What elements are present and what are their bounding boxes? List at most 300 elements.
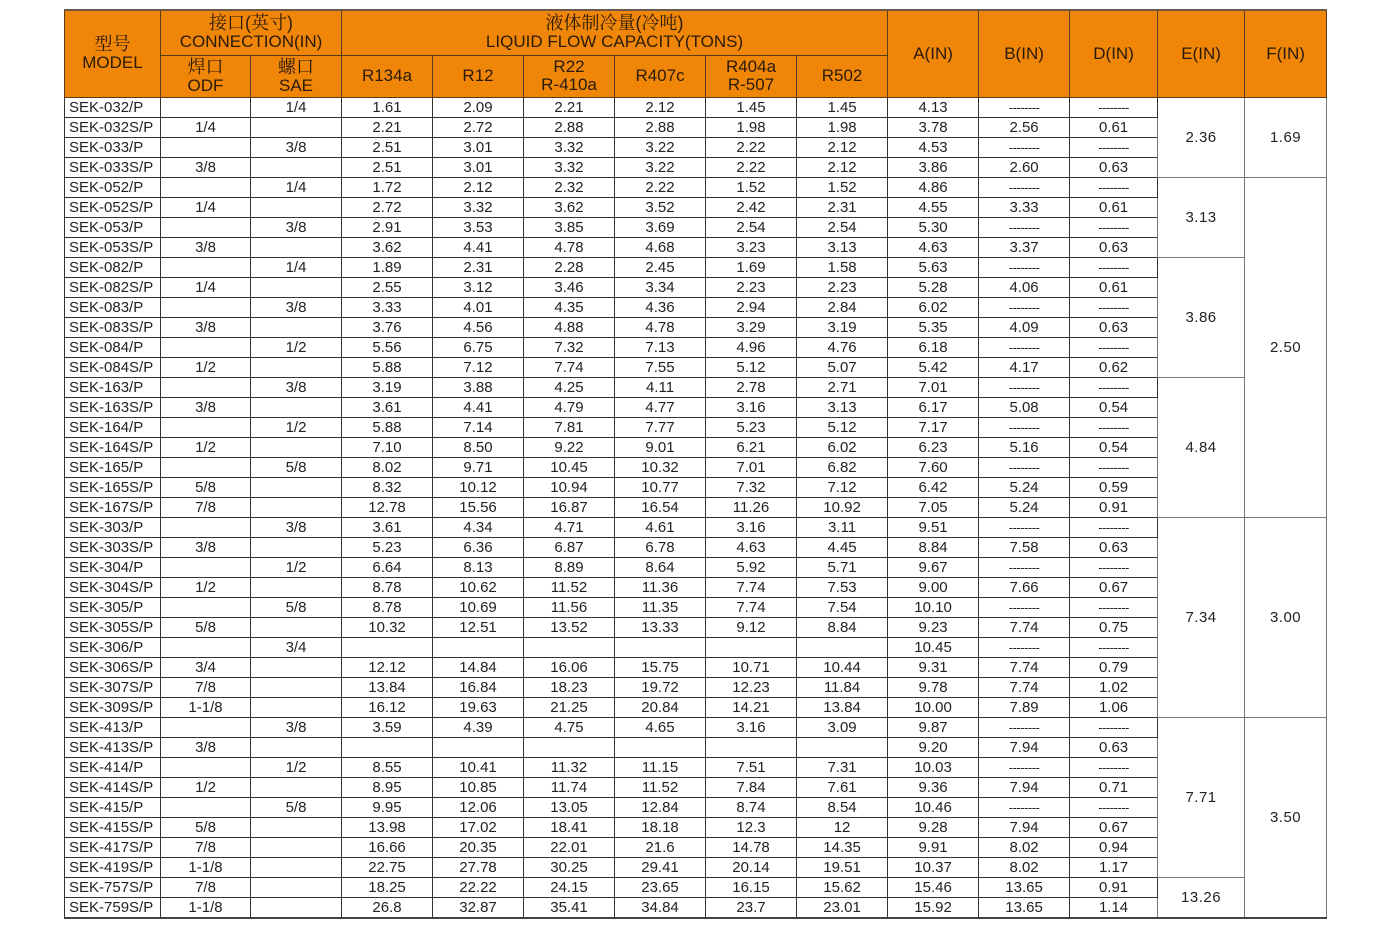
cell-e-merged: 13.26	[1158, 877, 1245, 918]
cell-r12	[433, 737, 524, 757]
cell-r502: 10.44	[797, 657, 888, 677]
cell-b: 3.37	[979, 237, 1070, 257]
header-r22-label: R22	[553, 57, 585, 77]
cell-a: 15.92	[888, 897, 979, 918]
table-row	[65, 877, 1327, 897]
cell-r134a: 5.23	[342, 537, 433, 557]
header-r407c	[615, 55, 706, 97]
table-row	[65, 317, 1327, 337]
cell-r134a: 3.62	[342, 237, 433, 257]
cell-a: 5.35	[888, 317, 979, 337]
table-row	[65, 897, 1327, 918]
cell-odf: 1/4	[161, 197, 251, 217]
cell-r404a: 14.21	[706, 697, 797, 717]
cell-odf	[161, 597, 251, 617]
table-row	[65, 377, 1327, 397]
cell-sae	[251, 197, 342, 217]
cell-d: 0.59	[1070, 477, 1158, 497]
header-model-en: MODEL	[82, 53, 143, 73]
cell-b: --------	[979, 417, 1070, 437]
cell-d: 0.63	[1070, 237, 1158, 257]
cell-sae	[251, 877, 342, 897]
table-row	[65, 277, 1327, 297]
table-row	[65, 857, 1327, 877]
cell-odf: 3/8	[161, 537, 251, 557]
cell-sae	[251, 897, 342, 918]
cell-r502: 5.12	[797, 417, 888, 437]
cell-r12: 3.01	[433, 137, 524, 157]
table-body	[65, 97, 1327, 918]
cell-r12: 2.12	[433, 177, 524, 197]
cell-odf: 1/2	[161, 577, 251, 597]
cell-odf: 3/8	[161, 737, 251, 757]
cell-r502: 11.84	[797, 677, 888, 697]
cell-b: 5.08	[979, 397, 1070, 417]
cell-d: --------	[1070, 597, 1158, 617]
cell-r404a: 3.16	[706, 717, 797, 737]
cell-d: --------	[1070, 797, 1158, 817]
cell-a: 6.02	[888, 297, 979, 317]
cell-r404a: 7.74	[706, 577, 797, 597]
cell-odf	[161, 557, 251, 577]
table-row	[65, 437, 1327, 457]
cell-odf: 5/8	[161, 817, 251, 837]
cell-r502: 7.31	[797, 757, 888, 777]
cell-r407c: 15.75	[615, 657, 706, 677]
cell-r12: 10.85	[433, 777, 524, 797]
cell-d: --------	[1070, 377, 1158, 397]
cell-r22: 7.74	[524, 357, 615, 377]
header-r22-r410a	[524, 55, 615, 97]
cell-r407c: 4.65	[615, 717, 706, 737]
cell-a: 9.91	[888, 837, 979, 857]
cell-r407c: 4.36	[615, 297, 706, 317]
cell-d: 1.06	[1070, 697, 1158, 717]
cell-odf	[161, 637, 251, 657]
cell-r502: 6.82	[797, 457, 888, 477]
cell-r407c	[615, 737, 706, 757]
cell-r502: 2.84	[797, 297, 888, 317]
cell-b: --------	[979, 637, 1070, 657]
cell-d: 1.02	[1070, 677, 1158, 697]
cell-r404a: 1.45	[706, 97, 797, 117]
cell-r502	[797, 737, 888, 757]
cell-r502: 2.23	[797, 277, 888, 297]
cell-b: 7.74	[979, 617, 1070, 637]
cell-sae: 1/4	[251, 257, 342, 277]
cell-d: 0.63	[1070, 317, 1158, 337]
cell-r502: 2.12	[797, 157, 888, 177]
cell-r407c: 7.77	[615, 417, 706, 437]
cell-r134a: 8.32	[342, 477, 433, 497]
header-model-cn: 型号	[94, 34, 131, 55]
cell-sae	[251, 617, 342, 637]
cell-r22: 11.32	[524, 757, 615, 777]
cell-r12: 8.13	[433, 557, 524, 577]
cell-d: 0.54	[1070, 397, 1158, 417]
cell-r134a: 5.88	[342, 417, 433, 437]
cell-b: --------	[979, 797, 1070, 817]
cell-d: 1.14	[1070, 897, 1158, 918]
cell-r12: 2.31	[433, 257, 524, 277]
cell-odf: 1/4	[161, 277, 251, 297]
cell-a: 9.00	[888, 577, 979, 597]
cell-sae	[251, 437, 342, 457]
cell-r22: 4.25	[524, 377, 615, 397]
cell-odf	[161, 337, 251, 357]
cell-model: SEK-304S/P	[65, 577, 161, 597]
cell-r22: 9.22	[524, 437, 615, 457]
table-row	[65, 537, 1327, 557]
cell-b: 2.56	[979, 117, 1070, 137]
cell-model: SEK-167S/P	[65, 497, 161, 517]
cell-r502: 1.98	[797, 117, 888, 137]
cell-r407c: 11.36	[615, 577, 706, 597]
cell-r407c: 2.22	[615, 177, 706, 197]
header-odf-en: ODF	[187, 75, 224, 95]
cell-e-merged: 2.36	[1158, 97, 1245, 177]
cell-d: 0.61	[1070, 117, 1158, 137]
table-row	[65, 497, 1327, 517]
cell-model: SEK-084S/P	[65, 357, 161, 377]
cell-a: 7.17	[888, 417, 979, 437]
cell-model: SEK-419S/P	[65, 857, 161, 877]
cell-r502: 8.54	[797, 797, 888, 817]
table-row	[65, 137, 1327, 157]
table-row	[65, 817, 1327, 837]
cell-sae	[251, 837, 342, 857]
cell-sae	[251, 117, 342, 137]
cell-r407c: 11.15	[615, 757, 706, 777]
cell-sae: 1/2	[251, 417, 342, 437]
cell-r22: 2.32	[524, 177, 615, 197]
cell-sae	[251, 237, 342, 257]
cell-a: 9.51	[888, 517, 979, 537]
header-capacity-cn: 液体制冷量(冷吨)	[545, 13, 684, 34]
specification-table	[64, 9, 1327, 919]
cell-d: --------	[1070, 637, 1158, 657]
cell-r502: 8.84	[797, 617, 888, 637]
cell-r12: 12.51	[433, 617, 524, 637]
cell-r407c: 29.41	[615, 857, 706, 877]
cell-d: --------	[1070, 717, 1158, 737]
cell-r22: 22.01	[524, 837, 615, 857]
cell-odf: 1/2	[161, 357, 251, 377]
cell-r407c: 3.34	[615, 277, 706, 297]
cell-sae	[251, 397, 342, 417]
cell-r404a	[706, 637, 797, 657]
cell-r404a: 8.74	[706, 797, 797, 817]
cell-sae: 1/4	[251, 177, 342, 197]
header-capacity-en: LIQUID FLOW CAPACITY(TONS)	[485, 32, 744, 52]
cell-r22: 3.46	[524, 277, 615, 297]
cell-b: --------	[979, 217, 1070, 237]
cell-r404a: 2.54	[706, 217, 797, 237]
table-row	[65, 157, 1327, 177]
table-row	[65, 517, 1327, 537]
cell-odf	[161, 457, 251, 477]
cell-a: 5.28	[888, 277, 979, 297]
cell-r502: 1.58	[797, 257, 888, 277]
cell-r407c: 11.52	[615, 777, 706, 797]
header-r134a-label: R134a	[361, 66, 413, 86]
cell-a: 9.67	[888, 557, 979, 577]
cell-model: SEK-082/P	[65, 257, 161, 277]
cell-sae	[251, 497, 342, 517]
cell-b: --------	[979, 717, 1070, 737]
cell-r502: 2.12	[797, 137, 888, 157]
cell-sae: 3/8	[251, 137, 342, 157]
header-connection	[161, 10, 342, 55]
cell-r22: 24.15	[524, 877, 615, 897]
cell-a: 4.13	[888, 97, 979, 117]
cell-f-merged: 2.50	[1245, 177, 1327, 517]
cell-r404a: 4.63	[706, 537, 797, 557]
cell-r134a: 1.61	[342, 97, 433, 117]
header-r404a-r507	[706, 55, 797, 97]
cell-b: --------	[979, 557, 1070, 577]
cell-odf: 3/8	[161, 237, 251, 257]
cell-r134a	[342, 737, 433, 757]
header-r410a-label: R-410a	[541, 75, 597, 94]
cell-d: --------	[1070, 217, 1158, 237]
table-row	[65, 717, 1327, 737]
cell-d: 0.67	[1070, 577, 1158, 597]
cell-d: --------	[1070, 517, 1158, 537]
table-row	[65, 97, 1327, 117]
table-header	[65, 10, 1327, 97]
cell-r404a: 6.21	[706, 437, 797, 457]
cell-r134a: 2.51	[342, 137, 433, 157]
cell-d: 0.54	[1070, 437, 1158, 457]
cell-r407c: 21.6	[615, 837, 706, 857]
cell-r134a: 1.72	[342, 177, 433, 197]
cell-r404a: 3.29	[706, 317, 797, 337]
cell-r134a: 18.25	[342, 877, 433, 897]
cell-d: --------	[1070, 97, 1158, 117]
cell-b: --------	[979, 457, 1070, 477]
cell-r12: 4.56	[433, 317, 524, 337]
cell-r404a: 1.52	[706, 177, 797, 197]
cell-sae	[251, 357, 342, 377]
cell-r407c: 4.68	[615, 237, 706, 257]
cell-r134a: 3.61	[342, 397, 433, 417]
cell-r404a: 2.42	[706, 197, 797, 217]
cell-r404a: 9.12	[706, 617, 797, 637]
cell-odf: 1/2	[161, 777, 251, 797]
cell-r502: 3.11	[797, 517, 888, 537]
cell-a: 15.46	[888, 877, 979, 897]
cell-odf: 1-1/8	[161, 897, 251, 918]
cell-odf: 3/8	[161, 397, 251, 417]
header-connection-cn: 接口(英寸)	[209, 13, 293, 34]
cell-model: SEK-164/P	[65, 417, 161, 437]
cell-b: 13.65	[979, 877, 1070, 897]
cell-r502: 3.19	[797, 317, 888, 337]
cell-r134a: 8.02	[342, 457, 433, 477]
cell-r134a: 8.78	[342, 577, 433, 597]
cell-r407c: 10.77	[615, 477, 706, 497]
cell-sae: 1/4	[251, 97, 342, 117]
table-row	[65, 557, 1327, 577]
cell-r12: 3.12	[433, 277, 524, 297]
cell-a: 9.20	[888, 737, 979, 757]
table-row	[65, 777, 1327, 797]
cell-odf	[161, 217, 251, 237]
cell-r134a: 8.78	[342, 597, 433, 617]
cell-r502: 19.51	[797, 857, 888, 877]
cell-model: SEK-413S/P	[65, 737, 161, 757]
cell-r22	[524, 637, 615, 657]
cell-r134a: 26.8	[342, 897, 433, 918]
cell-b: --------	[979, 597, 1070, 617]
cell-r134a: 8.95	[342, 777, 433, 797]
cell-a: 5.42	[888, 357, 979, 377]
cell-b: --------	[979, 337, 1070, 357]
cell-a: 7.05	[888, 497, 979, 517]
cell-sae	[251, 157, 342, 177]
cell-r407c: 6.78	[615, 537, 706, 557]
cell-r407c: 16.54	[615, 497, 706, 517]
cell-r12: 9.71	[433, 457, 524, 477]
cell-r502: 4.45	[797, 537, 888, 557]
cell-r134a: 2.91	[342, 217, 433, 237]
cell-d: 0.91	[1070, 497, 1158, 517]
cell-a: 6.17	[888, 397, 979, 417]
cell-r407c: 3.22	[615, 137, 706, 157]
cell-a: 3.78	[888, 117, 979, 137]
cell-r12: 6.36	[433, 537, 524, 557]
cell-r502: 7.12	[797, 477, 888, 497]
cell-r502: 7.61	[797, 777, 888, 797]
cell-d: --------	[1070, 257, 1158, 277]
header-r404a-label: R404a	[725, 57, 777, 77]
cell-r134a: 3.59	[342, 717, 433, 737]
cell-sae: 3/8	[251, 377, 342, 397]
cell-b: 7.66	[979, 577, 1070, 597]
cell-a: 6.23	[888, 437, 979, 457]
cell-r404a: 5.92	[706, 557, 797, 577]
cell-b: 5.24	[979, 497, 1070, 517]
table-row	[65, 737, 1327, 757]
cell-model: SEK-033/P	[65, 137, 161, 157]
cell-b: --------	[979, 757, 1070, 777]
cell-sae	[251, 277, 342, 297]
cell-a: 9.23	[888, 617, 979, 637]
cell-a: 4.53	[888, 137, 979, 157]
cell-r502: 1.52	[797, 177, 888, 197]
cell-r407c: 23.65	[615, 877, 706, 897]
cell-r407c: 4.11	[615, 377, 706, 397]
cell-r407c: 3.52	[615, 197, 706, 217]
cell-r22: 4.35	[524, 297, 615, 317]
cell-b: --------	[979, 377, 1070, 397]
cell-odf: 3/8	[161, 317, 251, 337]
cell-model: SEK-082S/P	[65, 277, 161, 297]
cell-sae: 3/4	[251, 637, 342, 657]
cell-r404a: 10.71	[706, 657, 797, 677]
cell-r12: 4.41	[433, 237, 524, 257]
cell-a: 5.63	[888, 257, 979, 277]
cell-b: --------	[979, 177, 1070, 197]
cell-r404a: 2.23	[706, 277, 797, 297]
cell-a: 10.10	[888, 597, 979, 617]
cell-b: 5.24	[979, 477, 1070, 497]
cell-r404a: 4.96	[706, 337, 797, 357]
cell-r404a: 7.51	[706, 757, 797, 777]
cell-odf: 7/8	[161, 837, 251, 857]
cell-r134a: 22.75	[342, 857, 433, 877]
cell-sae	[251, 657, 342, 677]
cell-r22: 21.25	[524, 697, 615, 717]
cell-d: 0.62	[1070, 357, 1158, 377]
cell-r407c: 2.88	[615, 117, 706, 137]
header-e: E(IN)	[1158, 10, 1245, 97]
cell-a: 9.36	[888, 777, 979, 797]
cell-a: 9.28	[888, 817, 979, 837]
cell-r502: 2.71	[797, 377, 888, 397]
cell-r134a: 2.55	[342, 277, 433, 297]
cell-model: SEK-759S/P	[65, 897, 161, 918]
cell-sae: 3/8	[251, 517, 342, 537]
cell-r502: 7.54	[797, 597, 888, 617]
cell-r22: 4.79	[524, 397, 615, 417]
cell-r404a: 2.22	[706, 157, 797, 177]
cell-model: SEK-415/P	[65, 797, 161, 817]
cell-b: 8.02	[979, 857, 1070, 877]
cell-r404a: 1.98	[706, 117, 797, 137]
cell-d: 1.17	[1070, 857, 1158, 877]
cell-sae: 5/8	[251, 457, 342, 477]
cell-r134a: 2.21	[342, 117, 433, 137]
cell-r407c: 4.78	[615, 317, 706, 337]
cell-r22: 4.78	[524, 237, 615, 257]
cell-d: 0.63	[1070, 157, 1158, 177]
cell-r404a: 7.01	[706, 457, 797, 477]
cell-a: 3.86	[888, 157, 979, 177]
cell-r22: 18.41	[524, 817, 615, 837]
cell-r134a: 3.61	[342, 517, 433, 537]
cell-r22: 6.87	[524, 537, 615, 557]
cell-model: SEK-414/P	[65, 757, 161, 777]
cell-sae	[251, 817, 342, 837]
cell-sae: 1/2	[251, 557, 342, 577]
cell-r404a: 3.16	[706, 397, 797, 417]
cell-d: --------	[1070, 337, 1158, 357]
cell-odf	[161, 757, 251, 777]
cell-odf	[161, 257, 251, 277]
cell-r12: 4.41	[433, 397, 524, 417]
cell-r12: 4.39	[433, 717, 524, 737]
cell-d: --------	[1070, 297, 1158, 317]
cell-r12: 22.22	[433, 877, 524, 897]
cell-r22: 4.71	[524, 517, 615, 537]
cell-r134a: 16.66	[342, 837, 433, 857]
cell-d: --------	[1070, 557, 1158, 577]
cell-r502: 3.09	[797, 717, 888, 737]
cell-r404a: 14.78	[706, 837, 797, 857]
cell-r404a: 5.12	[706, 357, 797, 377]
cell-r12: 19.63	[433, 697, 524, 717]
cell-r502: 7.53	[797, 577, 888, 597]
cell-r134a: 3.19	[342, 377, 433, 397]
cell-r502: 2.54	[797, 217, 888, 237]
cell-r12: 2.09	[433, 97, 524, 117]
cell-r407c: 34.84	[615, 897, 706, 918]
table-row	[65, 597, 1327, 617]
cell-r407c: 9.01	[615, 437, 706, 457]
cell-b: 4.17	[979, 357, 1070, 377]
